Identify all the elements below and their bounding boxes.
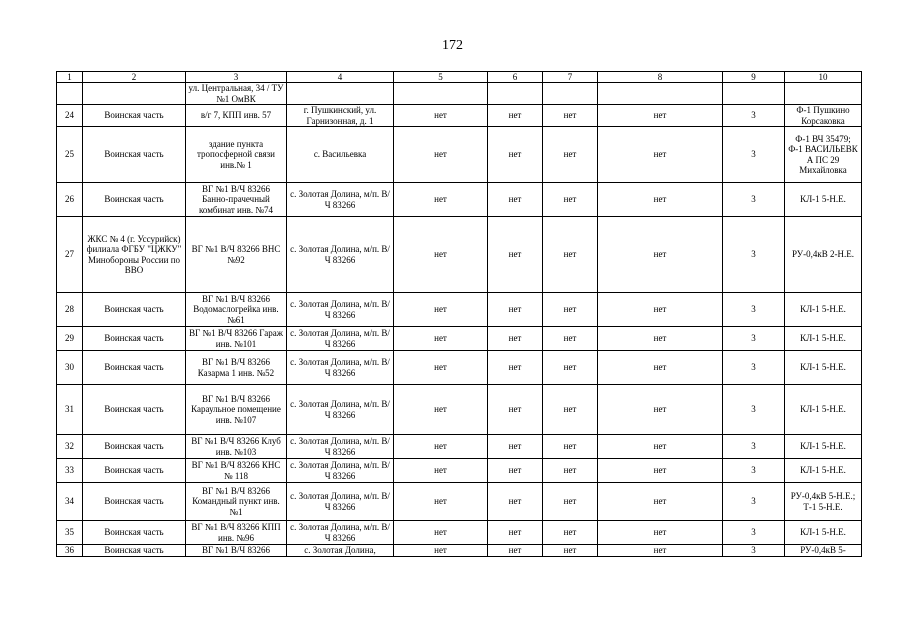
table-cell-col10: КЛ-1 5-Н.Е. (785, 521, 862, 545)
table-cell-col5: нет (394, 435, 488, 459)
table-cell-col9: 3 (723, 521, 785, 545)
table-cell-col10: РУ-0,4кВ 5-Н.Е.; Т-1 5-Н.Е. (785, 483, 862, 521)
table-cell-col6: нет (488, 545, 543, 557)
table-cell-col10: КЛ-1 5-Н.Е. (785, 435, 862, 459)
table-cell-col4: с. Золотая Долина, м/п. В/Ч 83266 (287, 435, 394, 459)
table-cell-col3: в/г 7, КПП инв. 57 (186, 105, 287, 127)
table-cell-col1: 27 (57, 217, 83, 293)
table-cell-col7: нет (543, 521, 598, 545)
table-cell-col5 (394, 83, 488, 105)
table-cell-col6: нет (488, 435, 543, 459)
column-header-4: 4 (287, 72, 394, 83)
table-cell-col6: нет (488, 459, 543, 483)
table-cell-col2: Воинская часть (83, 183, 186, 217)
table-cell-col7: нет (543, 545, 598, 557)
table-cell-col8: нет (598, 385, 723, 435)
table-cell-col3: ВГ №1 В/Ч 83266 Банно-прачечный комбинат инв. №74 (186, 183, 287, 217)
table-cell-col8: нет (598, 521, 723, 545)
table-cell-col9: 3 (723, 127, 785, 183)
table-cell-col1: 24 (57, 105, 83, 127)
table-cell-col8: нет (598, 293, 723, 327)
table-cell-col8: нет (598, 435, 723, 459)
table-cell-col10: РУ-0,4кВ 2-Н.Е. (785, 217, 862, 293)
table-cell-col4: с. Золотая Долина, м/п. В/Ч 83266 (287, 385, 394, 435)
table-cell-col8: нет (598, 545, 723, 557)
table-cell-col10: Ф-1 Пушкино Корсаковка (785, 105, 862, 127)
table-cell-col9 (723, 83, 785, 105)
table-row (57, 435, 862, 459)
table-cell-col4: с. Золотая Долина, м/п. В/Ч 83266 (287, 483, 394, 521)
page-number: 172 (442, 38, 463, 53)
table-cell-col1: 35 (57, 521, 83, 545)
table-cell-col6: нет (488, 521, 543, 545)
table-cell-col5: нет (394, 183, 488, 217)
table-cell-col6: нет (488, 127, 543, 183)
table-cell-col4: с. Золотая Долина, м/п. В/Ч 83266 (287, 351, 394, 385)
column-header-2: 2 (83, 72, 186, 83)
table-cell-col7: нет (543, 351, 598, 385)
table-cell-col5: нет (394, 483, 488, 521)
table-cell-col7: нет (543, 217, 598, 293)
table-cell-col4: с. Золотая Долина, (287, 545, 394, 557)
table-cell-col2: Воинская часть (83, 459, 186, 483)
table-cell-col1: 25 (57, 127, 83, 183)
table-cell-col3: ВГ №1 В/Ч 83266 ВНС №92 (186, 217, 287, 293)
table-row (57, 105, 862, 127)
table-cell-col1: 28 (57, 293, 83, 327)
table-body (57, 83, 862, 557)
table-row (57, 545, 862, 557)
table-row (57, 483, 862, 521)
table-cell-col4 (287, 83, 394, 105)
column-header-10: 10 (785, 72, 862, 83)
table-cell-col4: с. Золотая Долина, м/п. В/Ч 83266 (287, 183, 394, 217)
table-cell-col1: 32 (57, 435, 83, 459)
table-cell-col5: нет (394, 385, 488, 435)
table-cell-col5: нет (394, 105, 488, 127)
table-cell-col10: РУ-0,4кВ 5- (785, 545, 862, 557)
table-cell-col1: 36 (57, 545, 83, 557)
table-cell-col9: 3 (723, 351, 785, 385)
table-cell-col7: нет (543, 483, 598, 521)
table-row (57, 293, 862, 327)
table-row (57, 327, 862, 351)
table-cell-col10 (785, 83, 862, 105)
table-cell-col9: 3 (723, 435, 785, 459)
table-cell-col6: нет (488, 327, 543, 351)
table-cell-col10: Ф-1 ВЧ 35479; Ф-1 ВАСИЛЬЕВК А ПС 29 Михайловка (785, 127, 862, 183)
column-header-9: 9 (723, 72, 785, 83)
table-cell-col6: нет (488, 217, 543, 293)
table-cell-col2: ЖКС № 4 (г. Уссурийск) филиала ФГБУ "ЦЖКУ" Минобороны России по ВВО (83, 217, 186, 293)
table-cell-col2: Воинская часть (83, 385, 186, 435)
table-cell-col2 (83, 83, 186, 105)
table-cell-col2: Воинская часть (83, 521, 186, 545)
table-cell-col3: ул. Центральная, 34 / ТУ №1 ОмВК (186, 83, 287, 105)
table-cell-col3: здание пункта тропосферной связи инв.№ 1 (186, 127, 287, 183)
table-cell-col7: нет (543, 435, 598, 459)
table-cell-col1: 34 (57, 483, 83, 521)
table-cell-col2: Воинская часть (83, 545, 186, 557)
table-header-row (57, 72, 862, 83)
table-cell-col1: 33 (57, 459, 83, 483)
table-cell-col4: с. Золотая Долина, м/п. В/Ч 83266 (287, 327, 394, 351)
table-cell-col10: КЛ-1 5-Н.Е. (785, 183, 862, 217)
table-cell-col3: ВГ №1 В/Ч 83266 Казарма 1 инв. №52 (186, 351, 287, 385)
table-cell-col2: Воинская часть (83, 327, 186, 351)
table-row (57, 521, 862, 545)
column-header-5: 5 (394, 72, 488, 83)
table-cell-col4: с. Васильевка (287, 127, 394, 183)
table-cell-col7: нет (543, 459, 598, 483)
table-cell-col8: нет (598, 459, 723, 483)
table-row (57, 83, 862, 105)
table-cell-col3: ВГ №1 В/Ч 83266 Командный пункт инв. №1 (186, 483, 287, 521)
column-header-8: 8 (598, 72, 723, 83)
table-row (57, 385, 862, 435)
table-cell-col5: нет (394, 127, 488, 183)
table-cell-col8: нет (598, 183, 723, 217)
table-cell-col5: нет (394, 521, 488, 545)
table-cell-col8: нет (598, 351, 723, 385)
table-cell-col5: нет (394, 217, 488, 293)
table-cell-col6: нет (488, 483, 543, 521)
column-header-1: 1 (57, 72, 83, 83)
table-row (57, 217, 862, 293)
table-cell-col9: 3 (723, 217, 785, 293)
table-cell-col7: нет (543, 127, 598, 183)
table-cell-col6: нет (488, 183, 543, 217)
table-cell-col1: 26 (57, 183, 83, 217)
table-cell-col5: нет (394, 351, 488, 385)
table-cell-col5: нет (394, 459, 488, 483)
table-cell-col1: 31 (57, 385, 83, 435)
table-cell-col3: ВГ №1 В/Ч 83266 (186, 545, 287, 557)
table-cell-col10: КЛ-1 5-Н.Е. (785, 327, 862, 351)
table-cell-col8: нет (598, 483, 723, 521)
table-cell-col1: 30 (57, 351, 83, 385)
table-cell-col9: 3 (723, 545, 785, 557)
table-cell-col3: ВГ №1 В/Ч 83266 Водомаслогрейка инв. №61 (186, 293, 287, 327)
table-cell-col6: нет (488, 293, 543, 327)
table-cell-col7: нет (543, 385, 598, 435)
table-cell-col9: 3 (723, 327, 785, 351)
table-cell-col4: г. Пушкинский, ул. Гарнизонная, д. 1 (287, 105, 394, 127)
table-cell-col2: Воинская часть (83, 435, 186, 459)
table-cell-col5: нет (394, 293, 488, 327)
table-cell-col6: нет (488, 385, 543, 435)
table-cell-col2: Воинская часть (83, 293, 186, 327)
table-cell-col4: с. Золотая Долина, м/п. В/Ч 83266 (287, 521, 394, 545)
table-cell-col6 (488, 83, 543, 105)
table-cell-col7: нет (543, 105, 598, 127)
column-header-6: 6 (488, 72, 543, 83)
table-row (57, 183, 862, 217)
column-header-3: 3 (186, 72, 287, 83)
table-cell-col10: КЛ-1 5-Н.Е. (785, 385, 862, 435)
table-cell-col9: 3 (723, 459, 785, 483)
table-cell-col3: ВГ №1 В/Ч 83266 Клуб инв. №103 (186, 435, 287, 459)
table-cell-col4: с. Золотая Долина, м/п. В/Ч 83266 (287, 459, 394, 483)
table-cell-col1: 29 (57, 327, 83, 351)
table-cell-col6: нет (488, 351, 543, 385)
table-cell-col4: с. Золотая Долина, м/п. В/Ч 83266 (287, 293, 394, 327)
table-cell-col1 (57, 83, 83, 105)
table-cell-col7: нет (543, 327, 598, 351)
table-cell-col8: нет (598, 217, 723, 293)
table-cell-col2: Воинская часть (83, 351, 186, 385)
table-cell-col9: 3 (723, 483, 785, 521)
table-cell-col8: нет (598, 327, 723, 351)
table-cell-col3: ВГ №1 В/Ч 83266 Караульное помещение инв. №107 (186, 385, 287, 435)
table-cell-col3: ВГ №1 В/Ч 83266 КПП инв. №96 (186, 521, 287, 545)
table-cell-col5: нет (394, 327, 488, 351)
table-cell-col3: ВГ №1 В/Ч 83266 КНС № 118 (186, 459, 287, 483)
table-row (57, 127, 862, 183)
table-cell-col5: нет (394, 545, 488, 557)
table-cell-col6: нет (488, 105, 543, 127)
table-cell-col9: 3 (723, 385, 785, 435)
table-cell-col10: КЛ-1 5-Н.Е. (785, 293, 862, 327)
table-cell-col8 (598, 83, 723, 105)
table-cell-col9: 3 (723, 293, 785, 327)
table-cell-col9: 3 (723, 105, 785, 127)
table-cell-col2: Воинская часть (83, 127, 186, 183)
table-cell-col10: КЛ-1 5-Н.Е. (785, 351, 862, 385)
table-cell-col9: 3 (723, 183, 785, 217)
data-table (56, 71, 862, 557)
table-cell-col7: нет (543, 293, 598, 327)
table-cell-col8: нет (598, 105, 723, 127)
column-header-7: 7 (543, 72, 598, 83)
table-cell-col8: нет (598, 127, 723, 183)
table-row (57, 351, 862, 385)
table-cell-col7 (543, 83, 598, 105)
table-cell-col10: КЛ-1 5-Н.Е. (785, 459, 862, 483)
table-cell-col4: с. Золотая Долина, м/п. В/Ч 83266 (287, 217, 394, 293)
table-row (57, 459, 862, 483)
table-cell-col3: ВГ №1 В/Ч 83266 Гараж инв. №101 (186, 327, 287, 351)
table-cell-col2: Воинская часть (83, 483, 186, 521)
table-cell-col2: Воинская часть (83, 105, 186, 127)
table-cell-col7: нет (543, 183, 598, 217)
